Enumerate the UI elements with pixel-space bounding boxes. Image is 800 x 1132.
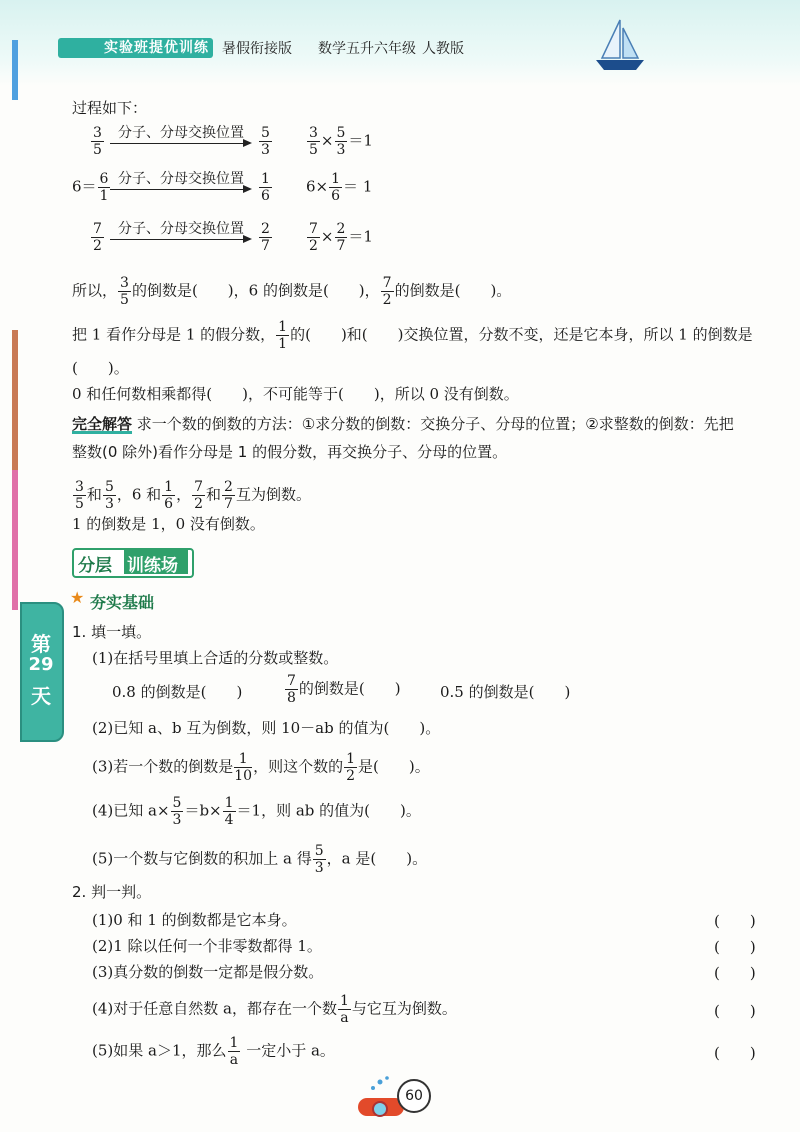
star-icon: ★ xyxy=(70,588,85,607)
process-row-1-to: $\frac{5}{3}$ xyxy=(261,125,270,158)
side-strip-pink xyxy=(12,470,18,610)
process-row-2-to: $\frac{1}{6}$ xyxy=(261,171,270,204)
q1-sub3: (3)若一个数的倒数是 $\frac{1}{10}$ ，则这个数的 $\frac{1}{2}$ 是( )。 xyxy=(92,751,430,784)
answer-last-line: 1 的倒数是 1，0 没有倒数。 xyxy=(72,515,265,533)
answer-pairs: $\frac{3}{5}$ 和 $\frac{5}{3}$ ，6 和 $\frac{1}{6}$ ， $\frac{7}{2}$ 和 $\frac{2}{7}$ 互为倒数。 xyxy=(75,479,311,512)
q2-item-5: (5)如果 a＞1，那么 $\frac{1}{a}$ 一定小于 a。 xyxy=(92,1035,335,1068)
q2-blank-2[interactable]: ( ) xyxy=(714,938,756,956)
bubbles-icon xyxy=(368,1074,392,1094)
brand-title: 实验班提优训练 xyxy=(104,40,209,56)
zero-reciprocal-line: 0 和任何数相乘都得( )，不可能等于( )，所以 0 没有倒数。 xyxy=(72,385,519,403)
q1-sub1-a: 0.8 的倒数是( ) xyxy=(112,683,243,701)
q2-blank-1[interactable]: ( ) xyxy=(714,912,756,930)
process-intro: 过程如下： xyxy=(72,99,148,117)
q2-title: 2. 判一判。 xyxy=(72,883,152,901)
answer-text-1: 完全解答 求一个数的倒数的方法：①求分数的倒数：交换分子、分母的位置；②求整数的倒数：先把 xyxy=(72,415,734,433)
sailboat-icon xyxy=(590,14,650,74)
q1-sub1-c: 0.5 的倒数是( ) xyxy=(440,683,571,701)
process-row-1-equation: $\frac{3}{5}$ × $\frac{5}{3}$ ＝1 xyxy=(309,125,373,158)
process-row-2-arrow-label: 分子、分母交换位置 xyxy=(118,171,244,187)
side-strip-brown xyxy=(12,330,18,480)
submarine-window-icon xyxy=(372,1101,388,1117)
arrow-right-icon xyxy=(110,143,250,144)
edition-label: 暑假衔接版 xyxy=(222,41,292,57)
process-row-1-arrow-label: 分子、分母交换位置 xyxy=(118,125,244,141)
q2-item-1: (1)0 和 1 的倒数都是它本身。 xyxy=(92,911,297,929)
q2-blank-5[interactable]: ( ) xyxy=(714,1044,756,1062)
q2-item-4: (4)对于任意自然数 a，都存在一个数 $\frac{1}{a}$ 与它互为倒数。 xyxy=(92,993,457,1026)
side-strip-blue xyxy=(12,40,18,100)
q1-sub1: (1)在括号里填上合适的分数或整数。 xyxy=(92,649,339,667)
section-title: 夯实基础 xyxy=(90,593,155,612)
process-row-2-from: 6＝ $\frac{6}{1}$ xyxy=(72,171,109,204)
arrow-right-icon xyxy=(110,189,250,190)
q1-sub4: (4)已知 a× $\frac{5}{3}$ ＝b× $\frac{1}{4}$ ＝1，则 ab 的值为( )。 xyxy=(92,795,421,828)
process-row-3-arrow-label: 分子、分母交换位置 xyxy=(118,221,244,237)
q2-item-3: (3)真分数的倒数一定都是假分数。 xyxy=(92,963,324,981)
page-number: 60 xyxy=(397,1079,431,1113)
arrow-right-icon xyxy=(110,239,250,240)
q2-blank-3[interactable]: ( ) xyxy=(714,964,756,982)
process-row-3-from: $\frac{7}{2}$ xyxy=(93,221,102,254)
q2-item-2: (2)1 除以任何一个非零数都得 1。 xyxy=(92,937,322,955)
day-tab-number: 29 xyxy=(28,654,54,675)
q1-sub5: (5)一个数与它倒数的积加上 a 得 $\frac{5}{3}$ ，a 是( )。 xyxy=(92,843,428,876)
practice-tag-b: 训练场 xyxy=(127,556,178,576)
process-row-1-from: $\frac{3}{5}$ xyxy=(93,125,102,158)
day-tab-char-2: 天 xyxy=(31,684,51,708)
subject-label: 数学五升六年级 xyxy=(318,41,416,57)
answer-tag: 完全解答 xyxy=(72,415,133,433)
so-line: 所以， $\frac{3}{5}$ 的倒数是( )，6 的倒数是( )， $\frac{7}{2}$ 的倒数是( )。 xyxy=(72,275,512,308)
process-row-2-equation: 6× $\frac{1}{6}$ ＝ 1 xyxy=(306,171,373,204)
answer-text-2: 整数(0 除外)看作分母是 1 的假分数，再交换分子、分母的位置。 xyxy=(72,443,508,461)
process-row-3-to: $\frac{2}{7}$ xyxy=(261,221,270,254)
publisher-label: 人教版 xyxy=(422,41,464,57)
q2-blank-4[interactable]: ( ) xyxy=(714,1002,756,1020)
process-row-3-equation: $\frac{7}{2}$ × $\frac{2}{7}$ ＝1 xyxy=(309,221,373,254)
one-reciprocal-line-end: ( )。 xyxy=(72,359,129,377)
q1-title: 1. 填一填。 xyxy=(72,623,152,641)
day-tab-char-1: 第 xyxy=(31,632,51,656)
q1-sub1-b: $\frac{7}{8}$ 的倒数是( ) xyxy=(287,673,401,706)
practice-tag-a: 分层 xyxy=(78,556,112,576)
q1-sub2: (2)已知 a、b 互为倒数，则 10－ab 的值为( )。 xyxy=(92,719,441,737)
one-reciprocal-line: 把 1 看作分母是 1 的假分数， $\frac{1}{1}$ 的( )和( )交换位置，分数不变，还是它本身，所以 1 的倒数是 xyxy=(72,319,753,352)
